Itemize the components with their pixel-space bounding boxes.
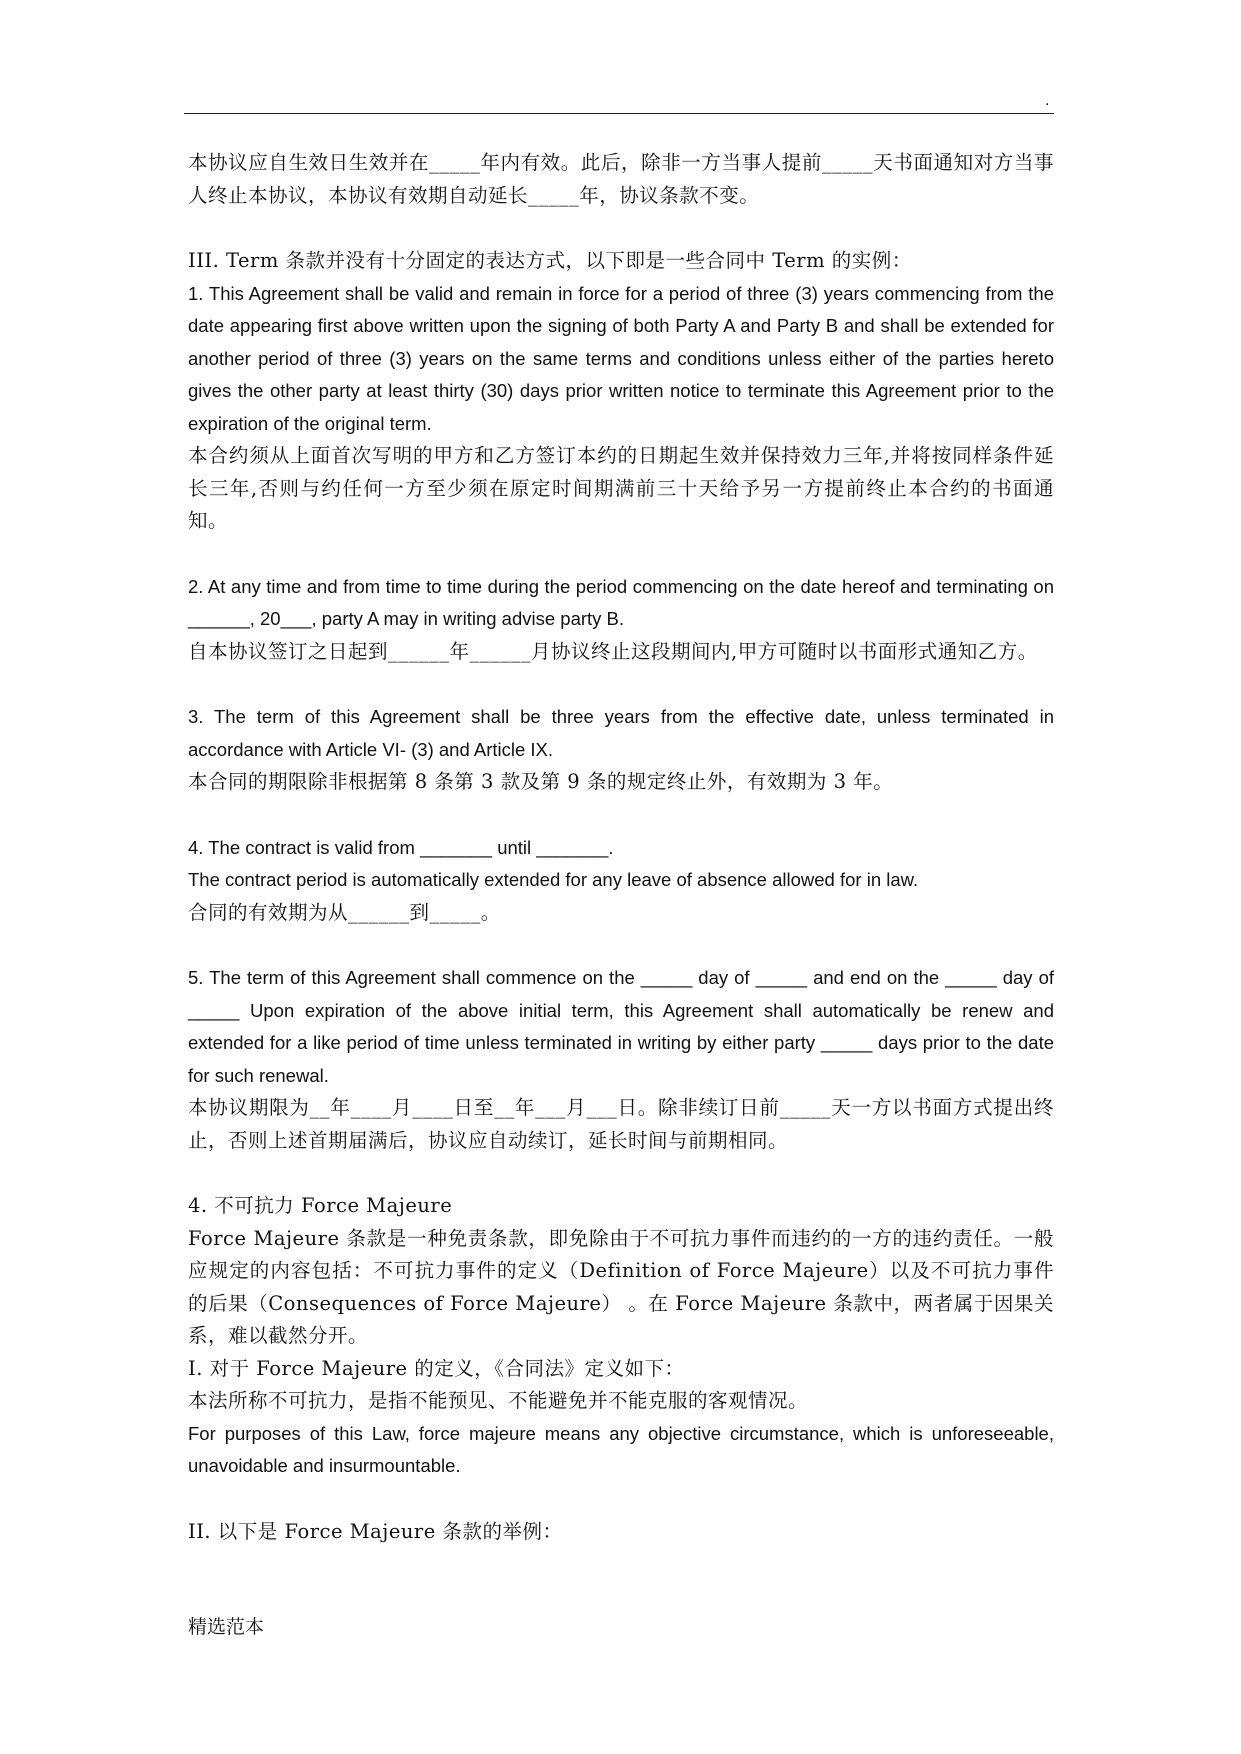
force-majeure-intro: Force Majeure 条款是一种免责条款，即免除由于不可抗力事件而违约的一方的违约责任。一般应规定的内容包括：不可抗力事件的定义（Definition of Force Majeure）以及不可抗力事件的后果（Consequences of Force Majeure） 。在 Force Majeure 条款中，两者属于因果关系，难以截然分开。	[188, 1226, 1054, 1347]
example-5-cn: 本协议期限为__年____月____日至__年___月___日。除非续订日前_____天一方以书面方式提出终止，否则上述首期届满后，协议应自动续订，延长时间与前期相同。	[188, 1096, 1054, 1152]
document-body	[188, 147, 1054, 1548]
example-1-cn: 本合约须从上面首次写明的甲方和乙方签订本约的日期起生效并保持效力三年,并将按同样条件延长三年,否则与约任何一方至少须在原定时间期满前三十天给予另一方提前终止本合约的书面通知。	[188, 444, 1054, 532]
example-3-cn: 本合同的期限除非根据第 8 条第 3 款及第 9 条的规定终止外，有效期为 3 年。	[188, 770, 894, 793]
example-2-cn: 自本协议签订之日起到______年______月协议终止这段期间内,甲方可随时以书面形式通知乙方。	[188, 639, 1038, 663]
example-5-en: 5. The term of this Agreement shall commence on the _____ day of _____ and end on the _____ day of _____ Upon expiration of the above initial term, this Agreement shall automatically be renew and extended for a like period of time unless terminated in writing by either party _____ days prior to the date for such renewal.	[188, 967, 1054, 1086]
example-2-en: 2. At any time and from time to time during the period commencing on the date hereof and terminating on ______, 20___, party A may in writing advise party B.	[188, 575, 1054, 629]
force-majeure-examples-heading: II. 以下是 Force Majeure 条款的举例：	[188, 1519, 563, 1543]
header-dot: .	[1045, 92, 1050, 109]
example-4-en-extension: The contract period is automatically extended for any leave of absence allowed for in law.	[188, 869, 919, 890]
paragraph-term-validity-cn: 本协议应自生效日生效并在_____年内有效。此后，除非一方当事人提前_____天书面通知对方当事人终止本协议，本协议有效期自动延长_____年，协议条款不变。	[188, 151, 1054, 207]
header-rule	[184, 113, 1054, 114]
force-majeure-definition-heading: I. 对于 Force Majeure 的定义，《合同法》定义如下：	[188, 1356, 685, 1380]
section-heading-term: III. Term 条款并没有十分固定的表达方式，以下即是一些合同中 Term 的实例：	[188, 249, 912, 272]
example-4-cn: 合同的有效期为从______到_____。	[188, 900, 501, 924]
example-4-en: 4. The contract is valid from _______ until _______.	[188, 836, 614, 858]
example-1-en: 1. This Agreement shall be valid and remain in force for a period of three (3) years commencing from the date appearing first above written upon the signing of both Party A and Party B and shall be extended for another period of three (3) years on the same terms and conditions unless either of the parties hereto gives the other party at least thirty (30) days prior written notice to terminate this Agreement prior to the expiration of the original term.	[188, 282, 1054, 434]
force-majeure-definition-en: For purposes of this Law, force majeure means any objective circumstance, which is unforeseeable, unavoidable and insurmountable.	[188, 1422, 1054, 1476]
footer-label: 精选范本	[188, 1616, 265, 1638]
force-majeure-definition-cn: 本法所称不可抗力，是指不能预见、不能避免并不能克服的客观情况。	[188, 1389, 809, 1412]
section-heading-force-majeure: 4. 不可抗力 Force Majeure	[188, 1194, 453, 1217]
example-3-en: 3. The term of this Agreement shall be three years from the effective date, unless terminated in accordance with Article VI- (3) and Article IX.	[188, 706, 1054, 760]
